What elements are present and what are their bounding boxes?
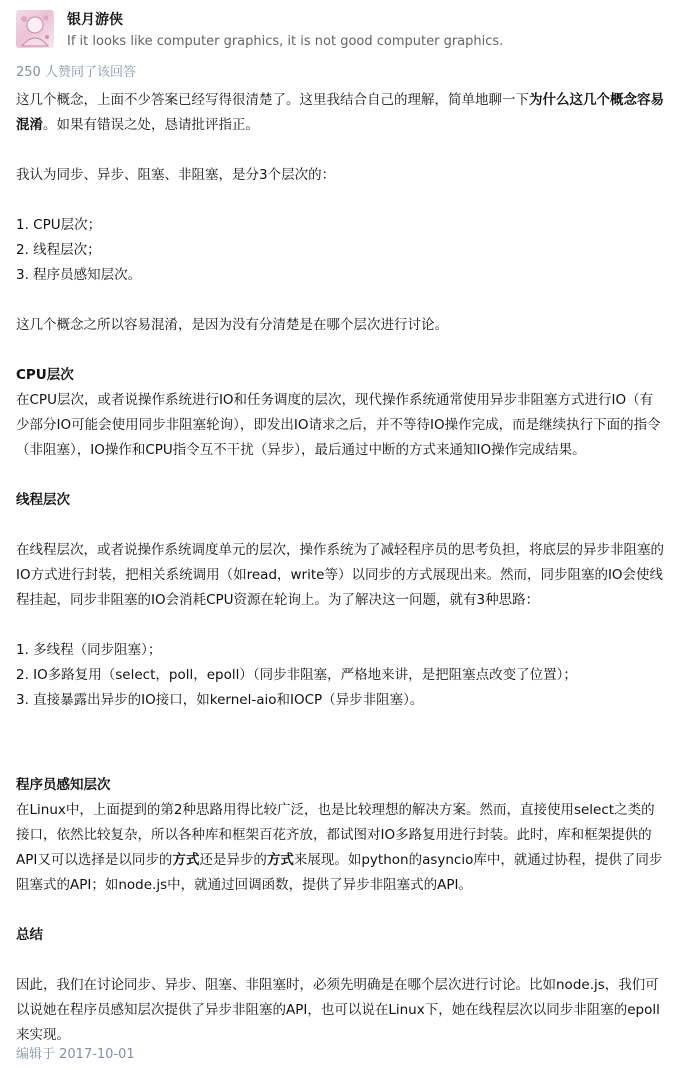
cpu-paragraph: 在CPU层次，或者说操作系统进行IO和任务调度的层次，现代操作系统通常使用异步非阻塞方式进行IO（有少部分IO可能会使用同步非阻塞轮询），即发出IO请求之后，并不等待IO操作完成，而是继续执行下面的指令（非阻塞），IO操作和CPU指令互不干扰（异步），最后通过中断的方式来通知IO操作完成结果。 bbox=[16, 392, 661, 458]
vote-count: 250 人赞同了该回答 bbox=[16, 65, 136, 80]
list-item: 3. 程序员感知层次。 bbox=[16, 267, 142, 283]
section-heading-programmer: 程序员感知层次 bbox=[16, 777, 111, 793]
edited-timestamp[interactable]: 编辑于 2017-10-01 bbox=[16, 1047, 135, 1062]
author-info bbox=[16, 10, 666, 54]
list-item: 2. IO多路复用（select，poll，epoll）（同步非阻塞，严格地来讲，是把阻塞点改变了位置）； bbox=[16, 667, 577, 683]
section-heading-summary: 总结 bbox=[16, 927, 43, 943]
programmer-paragraph: 在Linux中，上面提到的第2种思路用得比较广泛，也是比较理想的解决方案。然而，直接使用select之类的接口，依然比较复杂，所以各种库和框架百花齐放，都试图对IO多路复用进行封装。此时，库和框架提供的API又可以选择是以同步的方式还是异步的方式来展现。如python的asyncio库中，就通过协程，提供了同步阻塞式的API；如node.js中，就通过回调函数，提供了异步非阻塞式的API。 bbox=[16, 802, 663, 893]
confusion-paragraph: 这几个概念之所以容易混淆，是因为没有分清楚是在哪个层次进行讨论。 bbox=[16, 317, 448, 333]
list-item: 1. CPU层次； bbox=[16, 217, 102, 233]
author-bio: If it looks like computer graphics, it is not good computer graphics. bbox=[67, 34, 504, 49]
intro-bold-text: 为什么这几个概念容易混淆 bbox=[16, 92, 664, 133]
section-heading-thread: 线程层次 bbox=[16, 492, 70, 508]
list-item: 2. 线程层次； bbox=[16, 242, 101, 258]
answer-content bbox=[16, 88, 666, 1048]
list-item: 1. 多线程（同步阻塞）； bbox=[16, 642, 162, 658]
levels-intro: 我认为同步、异步、阻塞、非阻塞，是分3个层次的： bbox=[16, 167, 336, 183]
section-heading-cpu: CPU层次 bbox=[16, 367, 74, 383]
author-name[interactable]: 银月游侠 bbox=[67, 12, 123, 28]
list-item: 3. 直接暴露出异步的IO接口，如kernel-aio和IOCP（异步非阻塞）。 bbox=[16, 692, 424, 708]
avatar[interactable] bbox=[16, 10, 54, 48]
summary-paragraph: 因此，我们在讨论同步、异步、阻塞、非阻塞时，必须先明确是在哪个层次进行讨论。比如node.js，我们可以说她在程序员感知层次提供了异步非阻塞的API，也可以说在Linux下，她在线程层次以同步非阻塞的epoll来实现。 bbox=[16, 977, 660, 1043]
thread-paragraph: 在线程层次，或者说操作系统调度单元的层次，操作系统为了减轻程序员的思考负担，将底层的异步非阻塞的IO方式进行封装，把相关系统调用（如read，write等）以同步的方式展现出来。然而，同步阻塞的IO会使线程挂起，同步非阻塞的IO会消耗CPU资源在轮询上。为了解决这一问题，就有3种思路： bbox=[16, 542, 664, 608]
intro-paragraph: 这几个概念，上面不少答案已经写得很清楚了。这里我结合自己的理解，简单地聊一下为什么这几个概念容易混淆。如果有错误之处，恳请批评指正。 bbox=[16, 92, 664, 133]
